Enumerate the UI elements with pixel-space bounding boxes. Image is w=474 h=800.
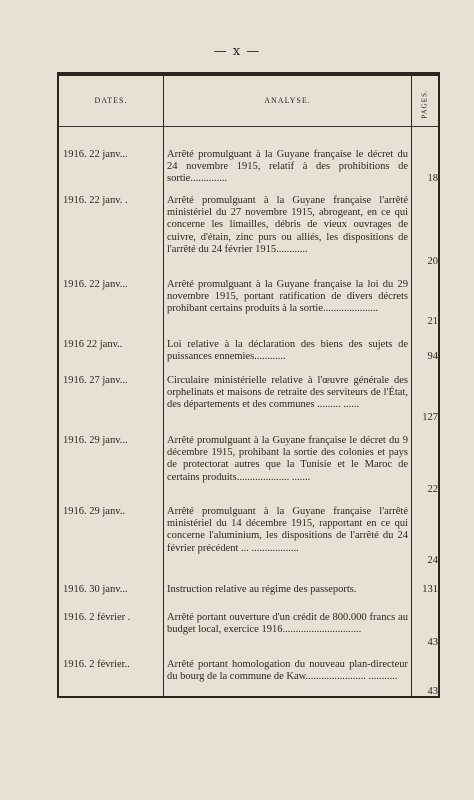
entry-analysis: Arrêté promulguant à la Guyane française la loi du 29 novembre 1915, portant ratification de divers décrets prohibant certains produits à la sortie..................... [167, 279, 408, 315]
entry-date: 1916. 27 janv... [63, 375, 128, 386]
column-header-analyse: ANALYSE. [264, 96, 311, 105]
entry-page: 24 [427, 555, 438, 566]
entry-date: 1916. 2 février.. [63, 659, 130, 670]
entry-page: 94 [427, 351, 438, 362]
page-number-header: — x — [213, 44, 261, 59]
entry-page: 127 [422, 412, 438, 423]
entry-page: 131 [422, 584, 438, 595]
entry-page: 43 [427, 637, 438, 648]
entry-analysis: Arrêté portant homologation du nouveau plan-directeur du bourg de la commune de Kaw....................... ........... [167, 659, 408, 683]
index-table [57, 72, 440, 698]
column-header-pages [412, 86, 438, 122]
entry-analysis: Arrêté promulguant à la Guyane française l'arrêté ministériel du 27 novembre 1915, abrogeant, en ce qui concerne les limailles, débris de vieux ouvrages de cuivre, d'étain, zinc purs ou alliés, les dispositions de l'arrêté du 24 février 1915............ [167, 195, 408, 255]
entry-analysis: Circulaire ministérielle relative à l'œuvre générale des orphelinats et maisons de retraite des serviteurs de l'État, des départements et des communes ......... ...... [167, 375, 408, 411]
entry-date: 1916 22 janv.. [63, 339, 123, 350]
entry-analysis: Arrêté promulguant à la Guyane française l'arrêté ministériel du 14 décembre 1915, rapportant en ce qui concerne l'aluminium, les dispositions de l'arrêté du 24 février précédent ... .................. [167, 506, 408, 554]
entry-analysis: Instruction relative au régime des passeports. [167, 584, 357, 595]
entry-date: 1916. 22 janv... [63, 149, 128, 160]
entry-page: 20 [427, 256, 438, 267]
entry-analysis: Loi relative à la déclaration des biens des sujets de puissances ennemies............ [167, 339, 408, 363]
entry-page: 43 [427, 686, 438, 697]
entry-page: 22 [427, 484, 438, 495]
entry-date: 1916. 22 janv. . [63, 195, 128, 206]
column-header-dates: DATES. [94, 96, 128, 105]
header-rule [59, 126, 438, 127]
column-divider [411, 76, 412, 696]
entry-analysis: Arrêté portant ouverture d'un crédit de 800.000 francs au budget local, exercice 1916.............................. [167, 612, 408, 636]
column-header-pages-label: PAGES. [421, 89, 429, 119]
entry-analysis: Arrêté promulguant à la Guyane française le décret du 24 novembre 1915, relatif à des prohibitions de sortie.............. [167, 149, 408, 185]
entry-page: 18 [427, 173, 438, 184]
entry-page: 21 [427, 316, 438, 327]
entry-date: 1916. 30 janv... [63, 584, 128, 595]
entry-date: 1916. 29 janv... [63, 435, 128, 446]
column-divider [163, 76, 164, 696]
entry-date: 1916. 22 janv... [63, 279, 128, 290]
entry-analysis: Arrêté promulguant à la Guyane française le décret du 9 décembre 1915, prohibant la sortie des colonies et pays de protectorat autres que la Tunisie et le Maroc de certains produits.................... ....... [167, 435, 408, 483]
entry-date: 1916. 29 janv.. [63, 506, 126, 517]
entry-date: 1916. 2 février . [63, 612, 131, 623]
